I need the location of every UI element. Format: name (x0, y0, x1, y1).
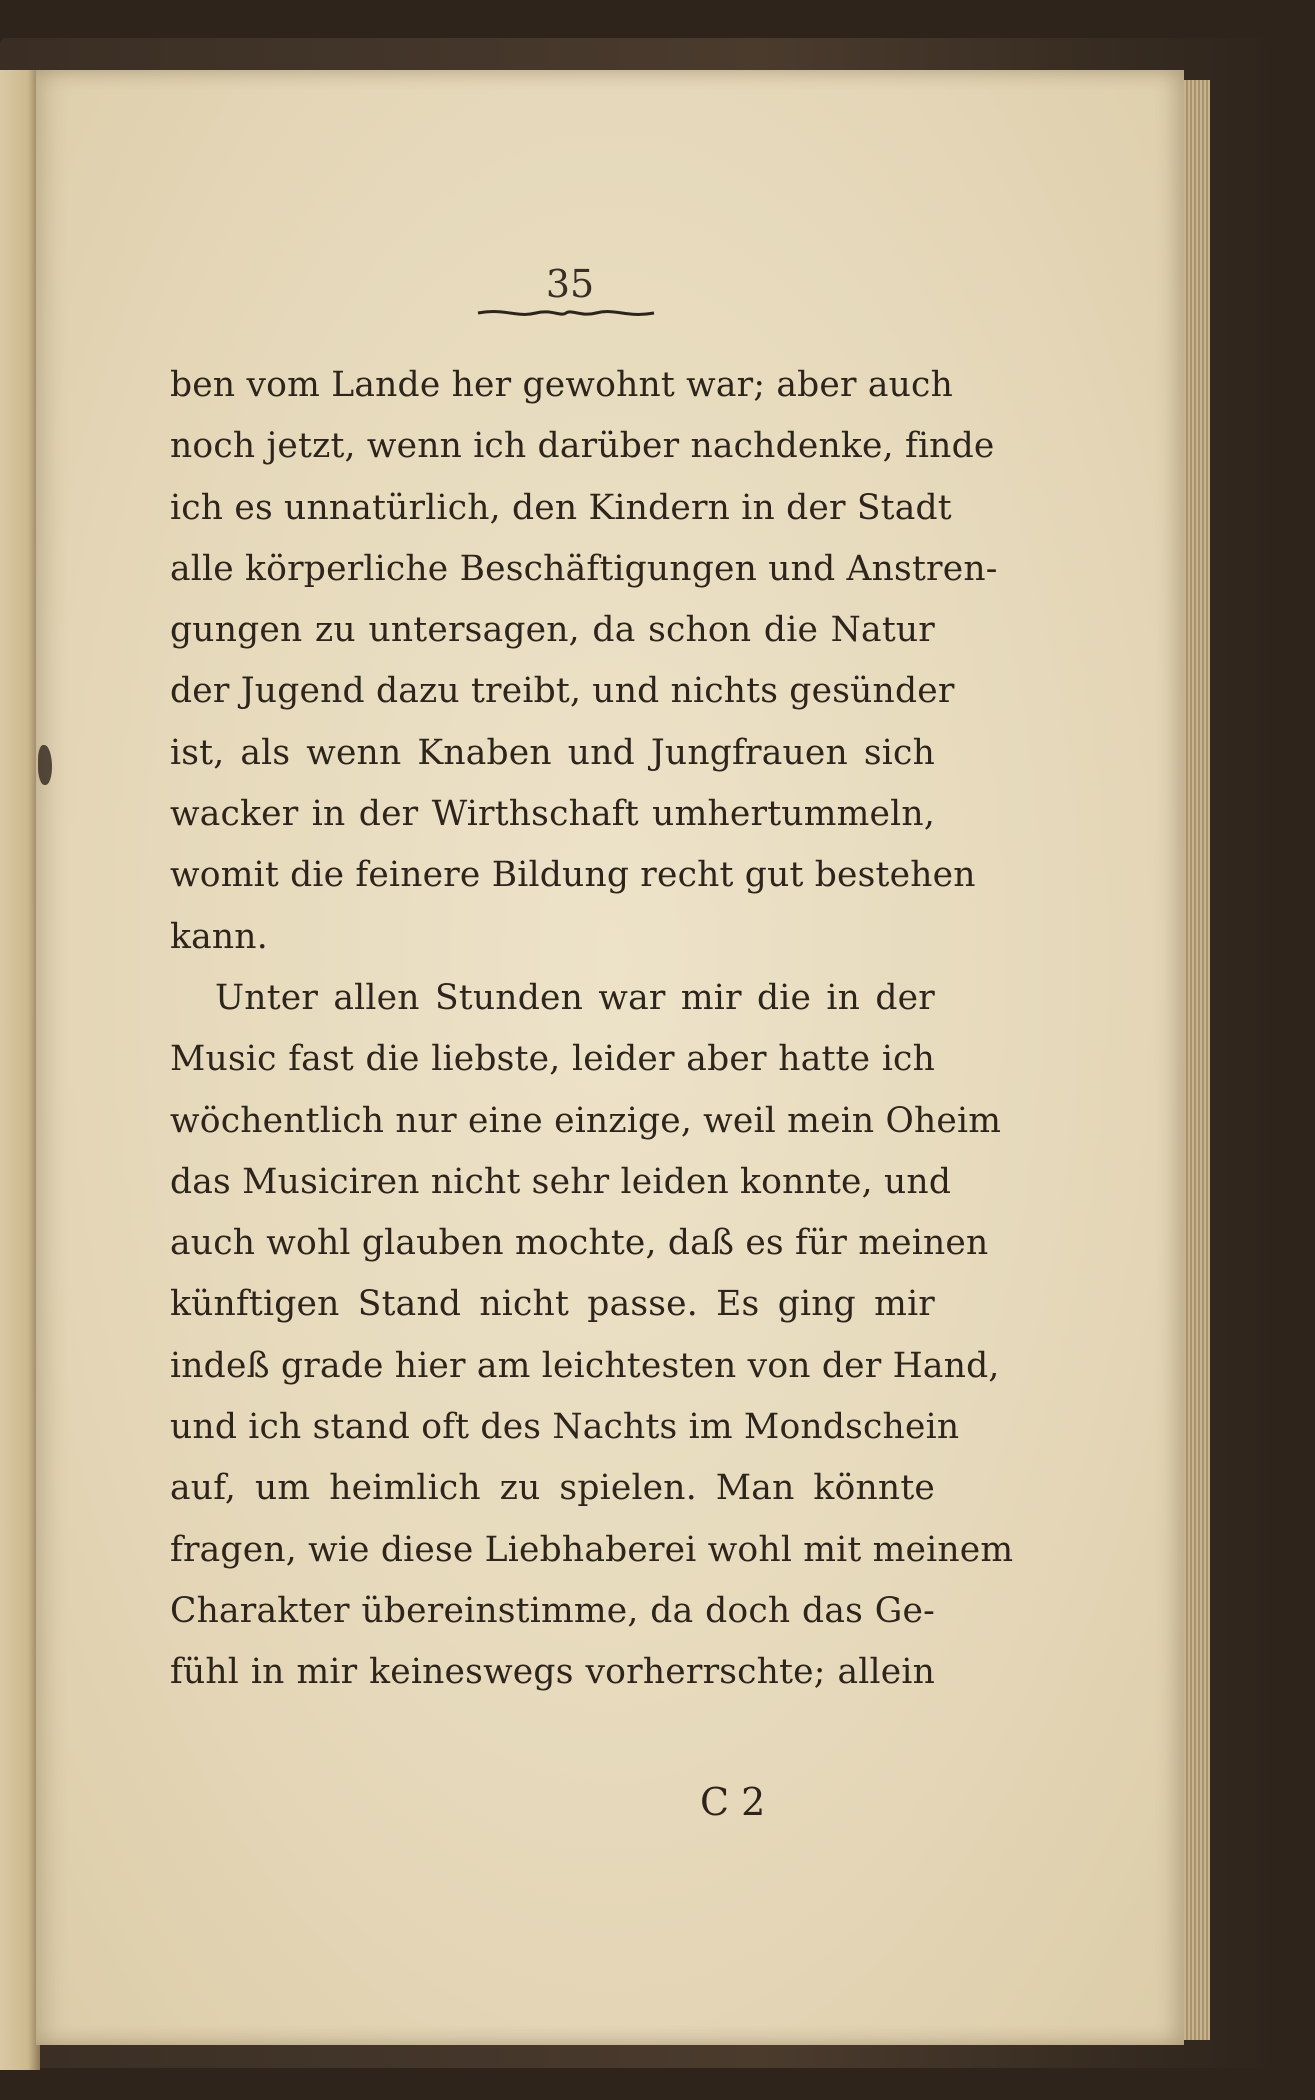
text-line: auf, um heimlich zu spielen. Man könnte (170, 1468, 935, 1509)
page-number: 35 (545, 262, 595, 306)
text-line: ben vom Lande her gewohnt war; aber auch (170, 365, 954, 405)
text-line: der Jugend dazu treibt, und nichts gesünder (170, 671, 955, 712)
text-line: noch jetzt, wenn ich darüber nachdenke, finde (170, 426, 995, 467)
signature-mark: C 2 (700, 1780, 766, 1824)
body-text (170, 355, 1014, 1704)
text-line: womit die feinere Bildung recht gut bestehen (170, 855, 976, 896)
text-line: Unter allen Stunden war mir die in der (215, 977, 935, 1018)
text-line: fühl in mir keineswegs vorherrschte; allein (170, 1652, 935, 1693)
text-line: auch wohl glauben mochte, daß es für meinen (170, 1223, 989, 1264)
ink-blot-mark (38, 745, 52, 785)
text-line: und ich stand oft des Nachts im Mondschein (170, 1407, 960, 1448)
text-line: ist, als wenn Knaben und Jungfrauen sich (170, 732, 935, 773)
text-line: künftigen Stand nicht passe. Es ging mir (170, 1284, 935, 1325)
text-line: Music fast die liebste, leider aber hatte ich (170, 1039, 935, 1080)
facing-page-edge (0, 70, 40, 2070)
text-line: gungen zu untersagen, da schon die Natur (170, 610, 935, 651)
text-line: wacker in der Wirthschaft umhertummeln, (170, 794, 935, 835)
text-line: Charakter übereinstimme, da doch das Ge- (170, 1590, 935, 1631)
text-line: indeß grade hier am leichtesten von der Hand, (170, 1345, 1000, 1386)
ornamental-rule (476, 306, 656, 320)
text-line: ich es unnatürlich, den Kindern in der Stadt (170, 487, 952, 528)
text-line: wöchentlich nur eine einzige, weil mein Oheim (170, 1100, 1002, 1141)
text-line: kann. (170, 916, 268, 957)
text-line: alle körperliche Beschäftigungen und Anstren- (170, 548, 998, 589)
text-line: fragen, wie diese Liebhaberei wohl mit meinem (170, 1529, 1014, 1570)
page-edges (1184, 80, 1210, 2040)
text-line: das Musiciren nicht sehr leiden konnte, und (170, 1161, 952, 1202)
